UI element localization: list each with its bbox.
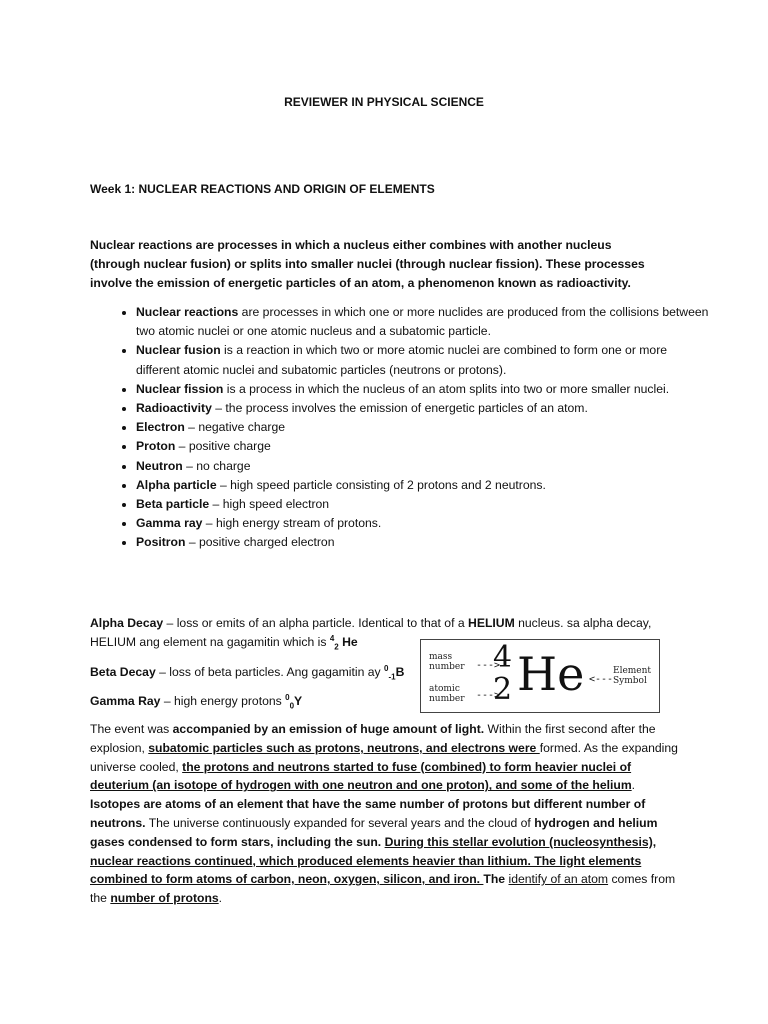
term-desc: is a process in which the nucleus of an atom splits into two or more smaller nuclei. (223, 381, 670, 396)
term-label: Radioactivity (136, 401, 212, 416)
para-bold-underline: the protons and neutrons started to fuse (combined) to form heavier nuclei of deuterium (an isotope of hydrogen with one neutron and one proton), and some of the helium (90, 759, 632, 793)
list-item (136, 495, 711, 514)
term-desc: – no charge (182, 458, 251, 473)
gamma-ray-label: Gamma Ray (90, 694, 161, 708)
figure-mass-number: 4 (493, 640, 513, 675)
atomic-label-line1: atomic (429, 684, 460, 694)
arrow-right-icon: ---> (476, 660, 501, 671)
alpha-atomic-number: 2 (334, 642, 339, 652)
beta-atomic-number: -1 (388, 672, 396, 682)
arrow-right-icon: ---> (476, 690, 501, 701)
term-label: Neutron (136, 458, 183, 473)
para-bold: accompanied by an emission of huge amount of light. (172, 722, 485, 736)
term-desc: – positive charged electron (185, 535, 335, 550)
mass-label-line2: number (429, 662, 465, 672)
figure-atomic-number: 2 (493, 672, 513, 707)
para-text: Within the first second after the explosion, (90, 722, 656, 755)
term-desc: – negative charge (184, 420, 286, 435)
beta-decay-desc: – loss of beta particles. Ang gagamitin ay (155, 665, 385, 679)
term-desc: – high energy stream of protons. (202, 516, 382, 531)
atomic-number-label (429, 684, 465, 704)
para-text: The event was (90, 722, 173, 736)
para-text: comes from the (90, 872, 676, 906)
list-item (136, 380, 711, 399)
helium-word: HELIUM (468, 616, 515, 630)
alpha-decay-desc: – loss or emits of an alpha particle. Identical to that of a (163, 616, 469, 630)
gamma-mass-number: 0 (285, 692, 290, 702)
term-desc: – the process involves the emission of energetic particles of an atom. (211, 401, 588, 416)
figure-element-symbol: He (517, 647, 585, 701)
term-label: Beta particle (136, 497, 210, 512)
para-text: . (631, 778, 636, 793)
term-desc: – positive charge (175, 439, 271, 454)
term-label: Nuclear reactions (136, 305, 239, 319)
para-bold-underline: number of protons (110, 891, 219, 906)
gamma-symbol: Y (294, 694, 303, 708)
term-desc: – high speed electron (209, 497, 330, 512)
para-bold: Isotopes are atoms of an element that have the same number of protons but different number of neutrons. (90, 797, 646, 830)
week-heading: Week 1: NUCLEAR REACTIONS AND ORIGIN OF ELEMENTS (90, 182, 435, 196)
arrow-left-icon: <--- (589, 674, 614, 685)
document-title: REVIEWER IN PHYSICAL SCIENCE (284, 95, 484, 109)
list-item (136, 341, 711, 379)
term-label: Nuclear fusion (136, 343, 221, 358)
origin-paragraph (90, 720, 680, 908)
list-item (136, 399, 711, 418)
term-label: Alpha particle (136, 477, 217, 492)
para-bold: hydrogen and helium gases condensed to form stars, including the sun. (90, 815, 658, 849)
helium-notation-figure (420, 639, 660, 713)
mass-label-line1: mass (429, 652, 453, 662)
alpha-mass-number: 4 (329, 634, 335, 644)
gamma-atomic-number: 0 (289, 701, 295, 711)
element-symbol-label (613, 666, 651, 686)
list-item (136, 437, 711, 456)
para-text: formed. As the expanding universe cooled, (90, 740, 678, 774)
term-desc: – high speed particle consisting of 2 protons and 2 neutrons. (216, 477, 546, 492)
gamma-ray-desc: – high energy protons (160, 694, 286, 708)
para-bold-underline: subatomic particles such as protons, neutrons, and electrons were (148, 740, 540, 755)
beta-symbol: B (395, 665, 405, 679)
list-item (136, 476, 711, 495)
beta-decay-label: Beta Decay (90, 665, 156, 679)
para-text: The universe continuously expanded for several years and the cloud of (145, 815, 535, 830)
para-bold-underline: During this stellar evolution (nucleosynthesis), nuclear reactions continued, which produced elements heavier than lithium. The light elements combined to form atoms of carbon, neon, oxygen, silicon, and iron. (90, 834, 657, 887)
term-desc: is a reaction in which two or more atomic nuclei are combined to form one or more different atomic nuclei and subatomic particles (neutrons or protons). (136, 343, 668, 377)
list-item (136, 457, 711, 476)
alpha-decay-label: Alpha Decay (90, 616, 164, 630)
para-text: . (218, 891, 223, 906)
term-label: Electron (136, 420, 185, 435)
element-label-line2: Symbol (613, 676, 647, 686)
atomic-label-line2: number (429, 694, 465, 704)
beta-mass-number: 0 (384, 663, 389, 673)
term-label: Gamma ray (136, 516, 203, 531)
list-item (136, 533, 711, 552)
intro-paragraph: Nuclear reactions are processes in which a nucleus either combines with another nucleus (through nuclear fusion) or splits into smaller nuclei (through nuclear fission). These processes involve the emission of energetic particles of an atom, a phenomenon known as radioactivity. (90, 238, 645, 291)
term-label: Proton (136, 439, 176, 454)
list-item (136, 514, 711, 533)
element-label-line1: Element (613, 666, 652, 676)
para-underline: identify of an atom (508, 872, 609, 887)
alpha-symbol: He (338, 635, 358, 650)
term-label: Positron (136, 535, 186, 550)
para-bold: The (483, 872, 506, 887)
alpha-decay-desc-2: nucleus. sa alpha decay, HELIUM ang element na gagamitin which is (90, 616, 652, 650)
mass-number-label (429, 652, 465, 672)
list-item (136, 418, 711, 437)
term-label: Nuclear fission (136, 381, 224, 396)
terms-list (90, 303, 711, 553)
list-item (136, 303, 711, 341)
term-desc: are processes in which one or more nuclides are produced from the collisions between two atomic nuclei or one atomic nucleus and a subatomic particle. (136, 305, 709, 339)
